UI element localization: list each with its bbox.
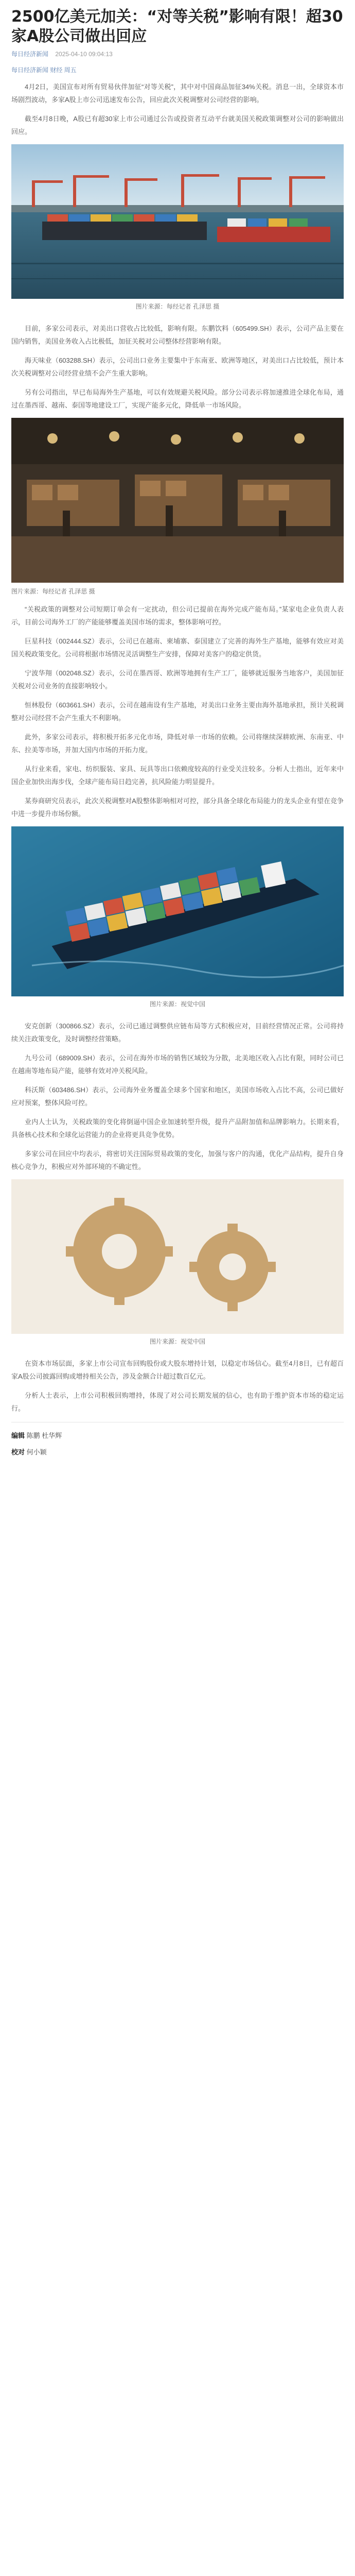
reviewer-name: 何小颖 — [26, 1448, 47, 1456]
gears-photo — [11, 1179, 344, 1334]
paragraph: 截至4月8日晚，A股已有超30家上市公司通过公告或投资者互动平台就美国关税政策调整对公司的影响做出回应。 — [11, 115, 344, 135]
paragraph: 目前，多家公司表示，对美出口营收占比较低，影响有限。东鹏饮料（605499.SH）表示，公司产品主要在国内销售，美国业务收入占比极低，加征关税对公司整体经营影响有限。 — [11, 325, 344, 345]
port-illustration — [11, 144, 344, 299]
paragraph: 巨星科技（002444.SZ）表示，公司已在越南、柬埔寨、泰国建立了完善的海外生产基地，能够有效应对美国关税政策变化。公司将根据市场情况灵活调整生产安排，保障对美客户的稳定供货。 — [11, 637, 344, 658]
factory-illustration — [11, 418, 344, 583]
paragraph: “关税政策的调整对公司短期订单会有一定扰动，但公司已提前在海外完成产能布局。”某家电企业负责人表示，目前公司海外工厂的产能能够覆盖美国市场的需求，整体影响可控。 — [11, 605, 344, 626]
figure-caption: 图片来源：每经记者 孔泽思 摄 — [11, 588, 95, 595]
port-photo — [11, 144, 344, 299]
paragraph: 在资本市场层面，多家上市公司宣布回购股份或大股东增持计划，以稳定市场信心。截至4月8日，已有超百家A股公司披露回购或增持相关公告，涉及金额合计超过数百亿元。 — [11, 1360, 344, 1380]
factory-photo — [11, 418, 344, 583]
paragraph: 4月2日，美国宣布对所有贸易伙伴加征“对等关税”，其中对中国商品加征34%关税。消息一出，全球资本市场剧烈波动，多家A股上市公司迅速发布公告，回应此次关税调整对公司经营的影响。 — [11, 83, 344, 104]
figure-caption: 图片来源：视觉中国 — [149, 1338, 205, 1345]
container-ship-photo — [11, 826, 344, 996]
paragraph: 分析人士表示，上市公司积极回购增持，体现了对公司长期发展的信心，也有助于维护资本市场的稳定运行。 — [11, 1392, 344, 1412]
paragraph: 从行业来看，家电、纺织服装、家具、玩具等出口依赖度较高的行业受关注较多。分析人士指出，近年来中国企业加快出海步伐，全球产能布局日趋完善，抗风险能力明显提升。 — [11, 765, 344, 786]
article-meta — [11, 49, 344, 58]
paragraph: 九号公司（689009.SH）表示，公司在海外市场的销售区域较为分散，北美地区收入占比有限，同时公司已在越南等地布局产能，能够有效对冲关税风险。 — [11, 1054, 344, 1075]
paragraph: 海天味业（603288.SH）表示，公司出口业务主要集中于东南亚、欧洲等地区，对美出口占比较低，预计本次关税调整对公司经营业绩不会产生重大影响。 — [11, 357, 344, 377]
paragraph: 恒林股份（603661.SH）表示，公司在越南设有生产基地，对美出口业务主要由海外基地承担，预计关税调整对公司经营不会产生重大不利影响。 — [11, 701, 344, 722]
paragraph: 业内人士认为，关税政策的变化将倒逼中国企业加速转型升级，提升产品附加值和品牌影响力。长期来看，具备核心技术和全球化运营能力的企业将更具竞争优势。 — [11, 1118, 344, 1139]
article-source[interactable]: 每日经济新闻 — [11, 50, 49, 58]
editor-line — [11, 1430, 344, 1442]
reviewer-label: 校对 — [11, 1448, 25, 1456]
paragraph: 另有公司指出，早已布局海外生产基地，可以有效规避关税风险。部分公司表示将加速推进全球化布局，通过在墨西哥、越南、泰国等地建设工厂，实现产能多元化，降低单一市场风险。 — [11, 388, 344, 409]
editor-label: 编辑 — [11, 1432, 25, 1439]
paragraph: 安克创新（300866.SZ）表示，公司已通过调整供应链布局等方式积极应对，目前经营情况正常。公司将持续关注政策变化，及时调整经营策略。 — [11, 1022, 344, 1043]
article-page — [0, 7, 355, 1459]
editor-name: 陈鹏 杜华辉 — [26, 1432, 62, 1439]
article-title: 2500亿美元加关：“对等关税”影响有限！超30家A股公司做出回应 — [11, 8, 343, 45]
paragraph: 科沃斯（603486.SH）表示，公司海外业务覆盖全球多个国家和地区，美国市场收入占比不高，公司已做好应对预案，整体风险可控。 — [11, 1086, 344, 1107]
figure-caption: 图片来源：每经记者 孔泽思 摄 — [135, 303, 220, 310]
paragraph: 某券商研究员表示，此次关税调整对A股整体影响相对可控，部分具备全球化布局能力的龙头企业有望在竞争中进一步提升市场份额。 — [11, 797, 344, 818]
ship-illustration — [11, 826, 344, 996]
article-time: 2025-04-10 09:04:13 — [55, 50, 113, 58]
paragraph: 多家公司在回应中均表示，将密切关注国际贸易政策的变化，加强与客户的沟通，优化产品结构，提升自身核心竞争力，积极应对外部环境的不确定性。 — [11, 1150, 344, 1171]
paragraph: 此外，多家公司表示，将积极开拓多元化市场，降低对单一市场的依赖。公司将继续深耕欧洲、东南亚、中东、拉美等市场，并加大国内市场的开拓力度。 — [11, 733, 344, 754]
gears-illustration — [11, 1179, 344, 1334]
reviewer-line — [11, 1446, 344, 1459]
figure-caption: 图片来源：视觉中国 — [149, 1001, 205, 1008]
paragraph: 宁波华翔（002048.SZ）表示，公司在墨西哥、欧洲等地拥有生产工厂，能够就近服务当地客户，美国加征关税对公司业务的直接影响较小。 — [11, 669, 344, 690]
lead-tag: 每日经济新闻 财经 周五 — [11, 66, 77, 74]
